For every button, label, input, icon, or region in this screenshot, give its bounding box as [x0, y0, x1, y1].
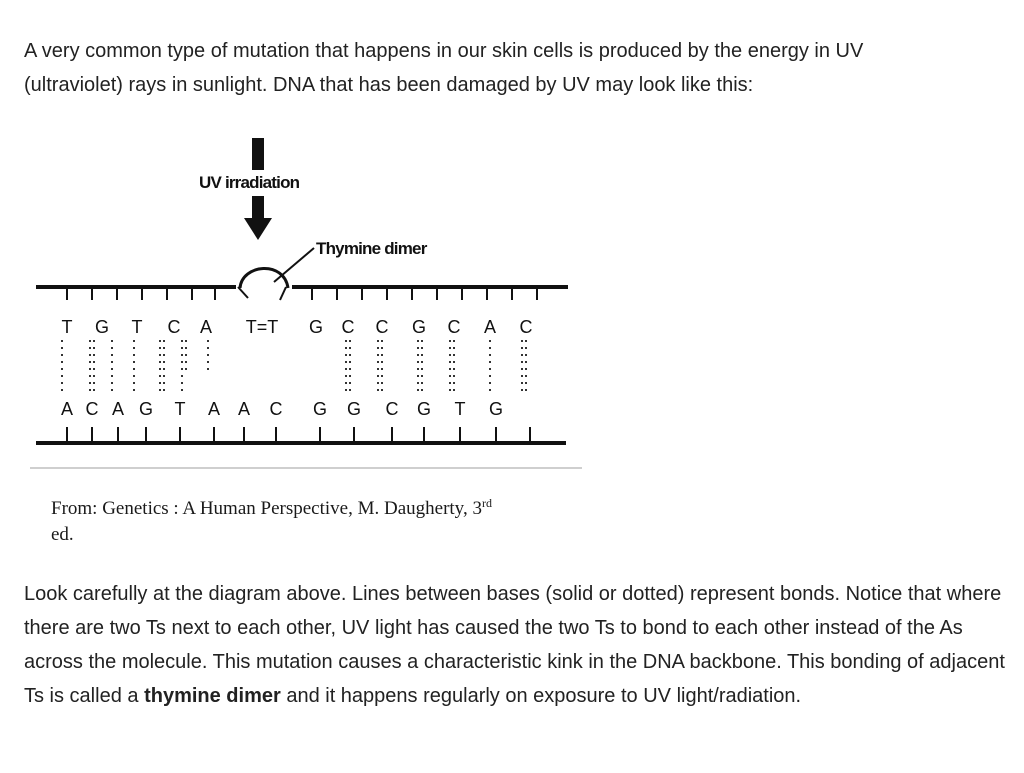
uv-arrow-top-bar [252, 138, 264, 170]
thymine-dimer-term: thymine dimer [144, 685, 281, 707]
thymine-dimer-label: Thymine dimer [316, 239, 427, 258]
bottom-base-11: C [385, 399, 399, 419]
top-base-9: C [375, 317, 389, 337]
top-base-7: G [308, 317, 324, 337]
top-base-12: A [483, 317, 497, 337]
bottom-base-8: C [269, 399, 283, 419]
bottom-base-9: G [312, 399, 328, 419]
caption-text: From: Genetics : A Human Perspective, M. Daugherty, 3 [51, 498, 482, 519]
top-base-1: T [61, 317, 73, 337]
top-base-11: C [447, 317, 461, 337]
bottom-base-10: G [346, 399, 362, 419]
explanation-paragraph [24, 577, 1009, 713]
figure-caption [51, 496, 611, 548]
thymine-dimer-diagram [30, 130, 590, 480]
bottom-base-14: G [488, 399, 504, 419]
bottom-base-5: T [174, 399, 186, 419]
backbone-kink [240, 268, 288, 288]
bottom-base-4: G [138, 399, 154, 419]
caption-superscript: rd [481, 496, 492, 510]
top-base-5: A [199, 317, 213, 337]
hydrogen-bond-dots [62, 340, 526, 392]
explanation-text-1: Look carefully at the diagram above. Lines between bases (solid or dotted) represent bonds. Notice that where there are two Ts next to each other, UV light has caused the two Ts to bond to each other instead of the As across the molecule. This mutation causes a characteristic kink in the DNA backbone. This bonding of adjacent Ts is called a [24, 583, 1005, 707]
top-base-4: C [167, 317, 181, 337]
top-base-dimer: T=T [245, 317, 279, 337]
uv-irradiation-label: UV irradiation [199, 173, 300, 192]
bottom-base-12: G [416, 399, 432, 419]
uv-arrow-head [244, 218, 272, 240]
bottom-base-13: T [454, 399, 466, 419]
bottom-base-7: A [237, 399, 251, 419]
intro-paragraph [24, 34, 984, 102]
bottom-base-2: C [85, 399, 99, 419]
intro-line-2: (ultraviolet) rays in sunlight. DNA that has been damaged by UV may look like this: [24, 74, 754, 96]
top-base-2: G [94, 317, 110, 337]
dimer-pointer-line [274, 248, 314, 282]
bottom-base-1: A [60, 399, 74, 419]
top-base-13: C [519, 317, 533, 337]
intro-line-1: A very common type of mutation that happens in our skin cells is produced by the energy in UV [24, 40, 864, 62]
bottom-backbone-ticks [67, 427, 530, 442]
uv-arrow-shaft [252, 196, 264, 218]
bottom-base-3: A [111, 399, 125, 419]
explanation-text-2: and it happens regularly on exposure to UV light/radiation. [280, 685, 802, 707]
top-base-10: G [411, 317, 427, 337]
top-base-3: T [131, 317, 143, 337]
caption-line-2: ed. [51, 524, 74, 545]
top-base-8: C [341, 317, 355, 337]
bottom-base-6: A [207, 399, 221, 419]
